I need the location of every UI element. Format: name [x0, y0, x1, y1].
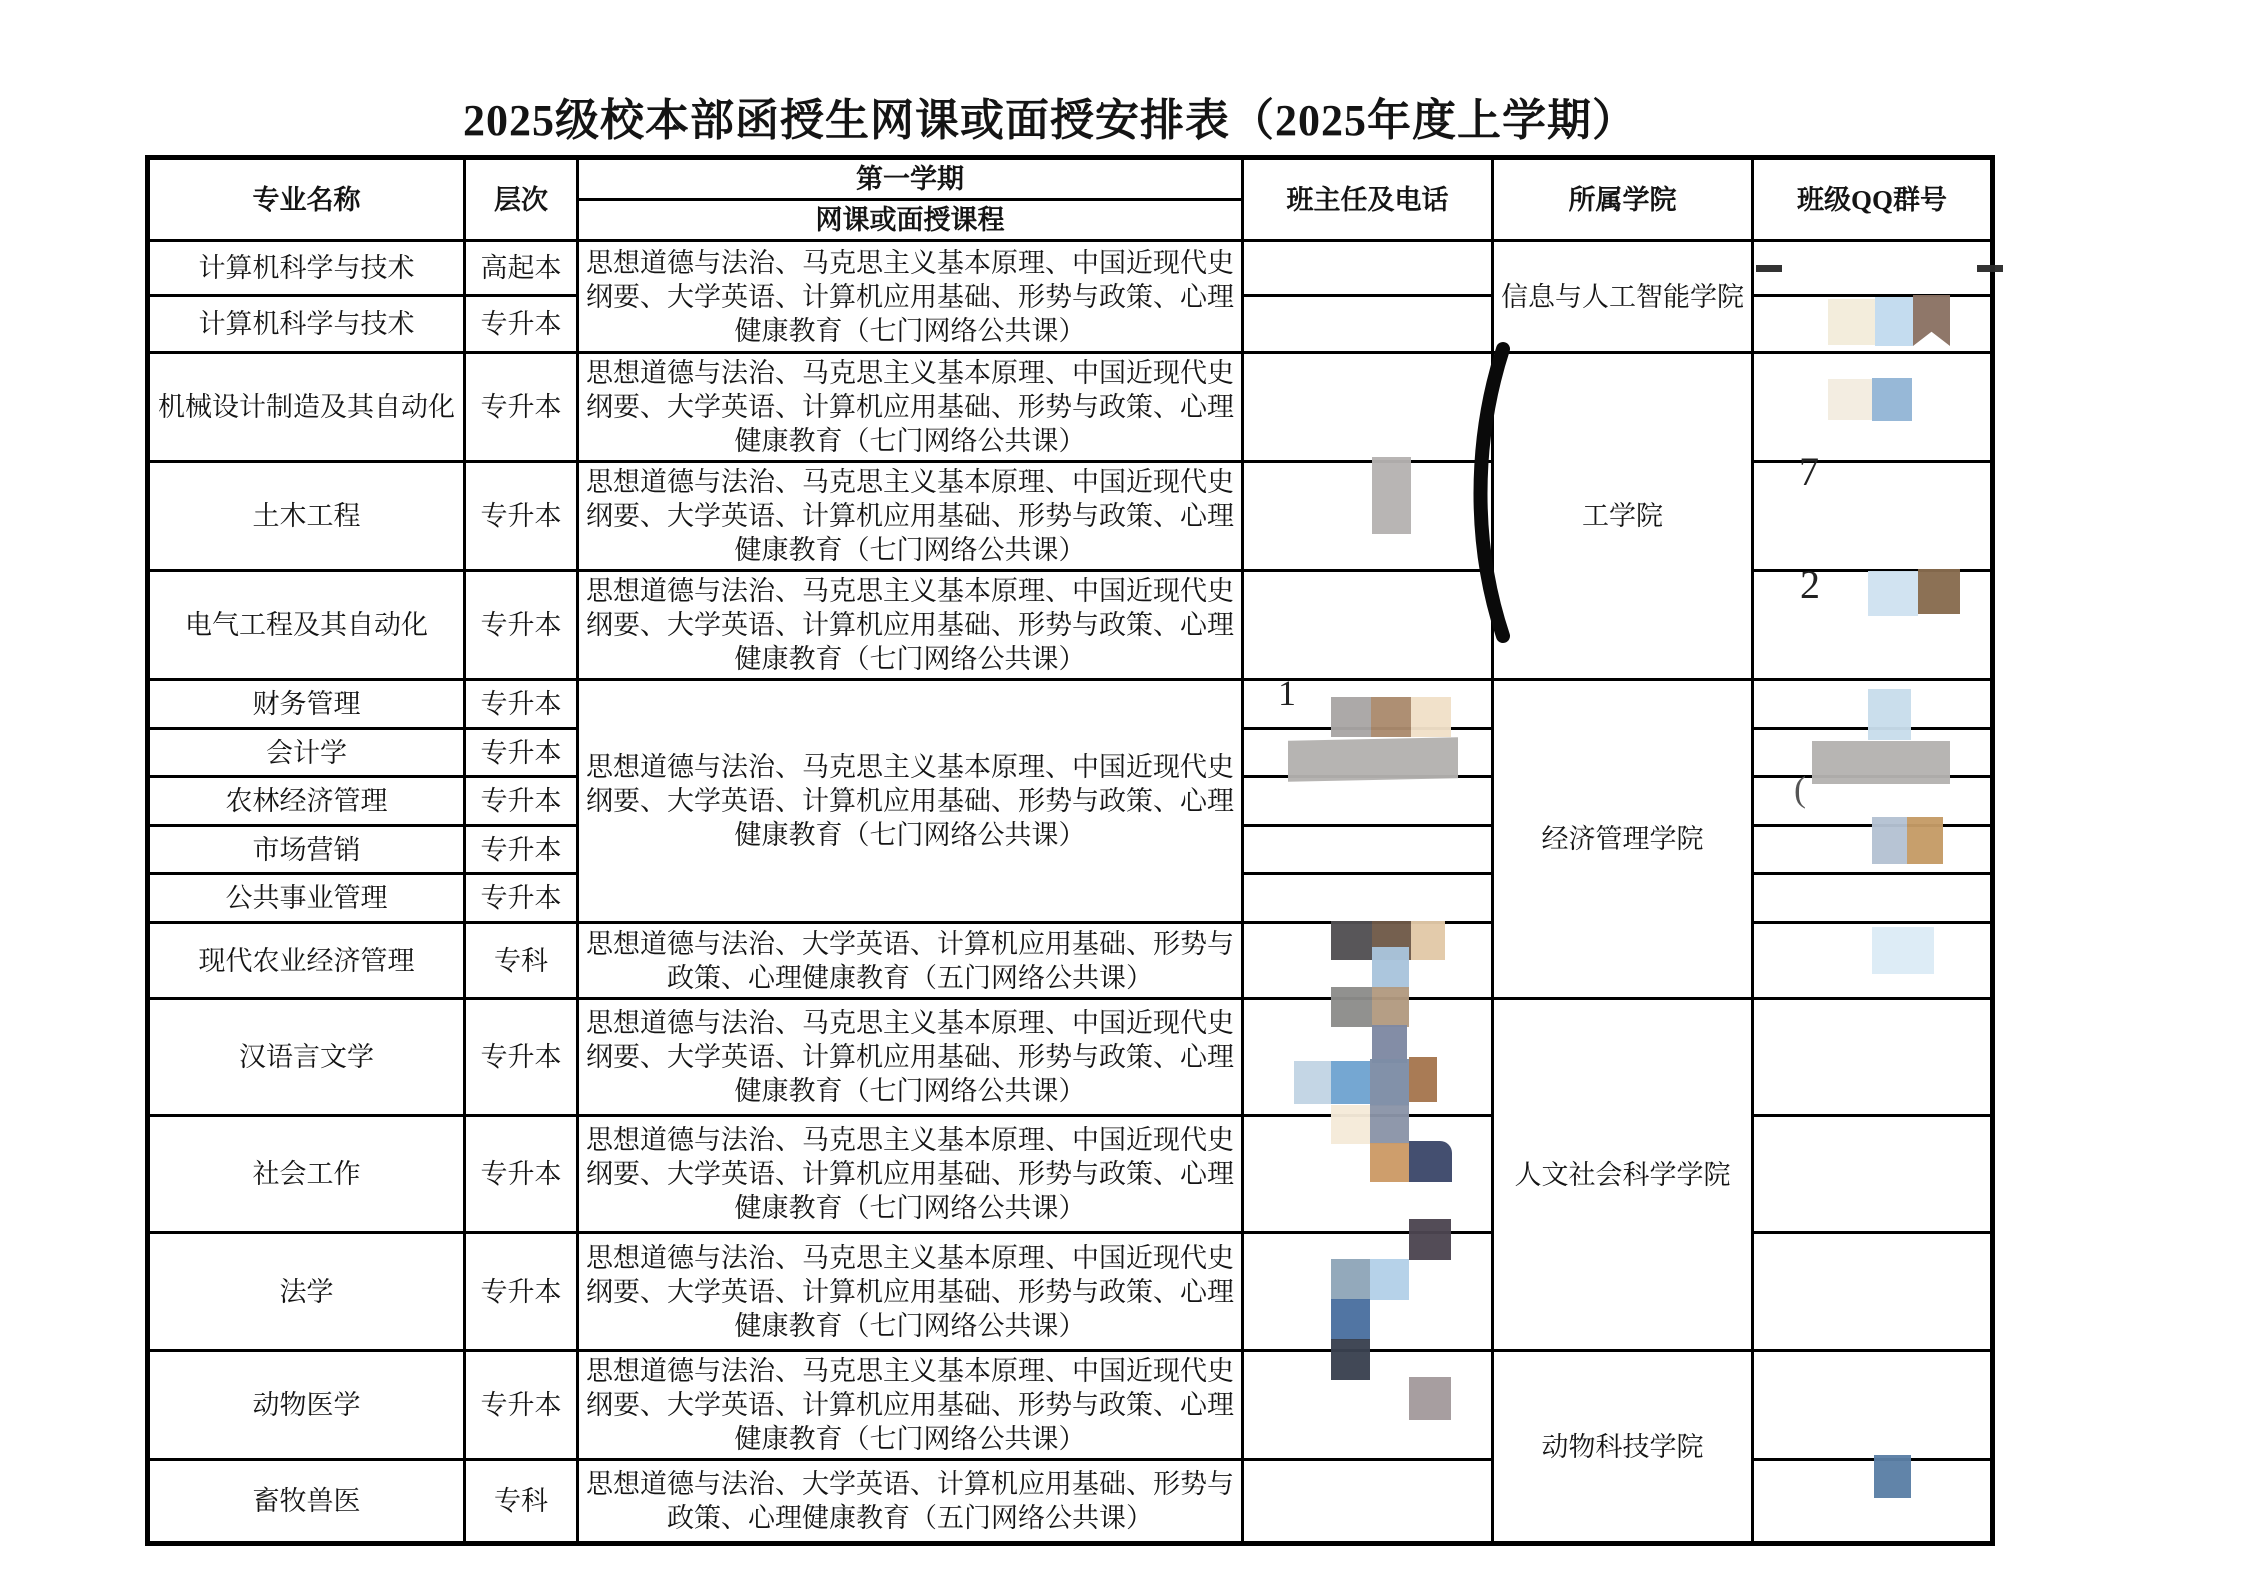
major-cell: 土木工程 — [148, 462, 465, 571]
major-cell: 现代农业经济管理 — [148, 923, 465, 999]
level-cell: 专升本 — [465, 1351, 578, 1460]
teacher-cell — [1243, 923, 1493, 999]
header-level: 层次 — [465, 158, 578, 241]
header-college: 所属学院 — [1493, 158, 1753, 241]
qq-cell — [1753, 923, 1993, 999]
teacher-cell — [1243, 353, 1493, 462]
header-major: 专业名称 — [148, 158, 465, 241]
remnant-digit: 7 — [1799, 449, 1819, 494]
level-cell: 专升本 — [465, 999, 578, 1116]
qq-cell — [1753, 296, 1993, 353]
major-cell: 计算机科学与技术 — [148, 241, 465, 296]
course-cell: 思想道德与法治、马克思主义基本原理、中国近现代史纲要、大学英语、计算机应用基础、形势与政策、心理健康教育（七门网络公共课） — [578, 1116, 1243, 1233]
remnant-paren: ( — [1794, 769, 1806, 809]
major-cell: 畜牧兽医 — [148, 1460, 465, 1544]
qq-cell — [1753, 680, 1993, 729]
college-cell: 经济管理学院 — [1493, 680, 1753, 999]
major-cell: 汉语言文学 — [148, 999, 465, 1116]
major-cell: 动物医学 — [148, 1351, 465, 1460]
qq-cell — [1753, 1460, 1993, 1544]
course-cell: 思想道德与法治、大学英语、计算机应用基础、形势与政策、心理健康教育（五门网络公共课） — [578, 923, 1243, 999]
level-cell: 专升本 — [465, 680, 578, 729]
qq-cell — [1753, 462, 1993, 571]
level-cell: 专科 — [465, 1460, 578, 1544]
course-cell: 思想道德与法治、马克思主义基本原理、中国近现代史纲要、大学英语、计算机应用基础、形势与政策、心理健康教育（七门网络公共课） — [578, 462, 1243, 571]
header-teacher: 班主任及电话 — [1243, 158, 1493, 241]
teacher-cell — [1243, 571, 1493, 680]
major-cell: 财务管理 — [148, 680, 465, 729]
table-row — [148, 1351, 1993, 1460]
teacher-cell — [1243, 826, 1493, 874]
level-cell: 专升本 — [465, 571, 578, 680]
teacher-cell — [1243, 874, 1493, 923]
qq-cell — [1753, 241, 1993, 296]
college-cell: 人文社会科学学院 — [1493, 999, 1753, 1351]
major-cell: 市场营销 — [148, 826, 465, 874]
teacher-cell — [1243, 777, 1493, 826]
level-cell: 专升本 — [465, 729, 578, 777]
teacher-cell — [1243, 241, 1493, 296]
level-cell: 专升本 — [465, 353, 578, 462]
header-qq: 班级QQ群号 — [1753, 158, 1993, 241]
qq-cell — [1753, 826, 1993, 874]
header-course-type: 网课或面授课程 — [578, 200, 1243, 241]
qq-cell — [1753, 729, 1993, 777]
level-cell: 专升本 — [465, 1233, 578, 1351]
qq-cell — [1753, 353, 1993, 462]
level-cell: 专升本 — [465, 296, 578, 353]
qq-cell — [1753, 1233, 1993, 1351]
course-cell: 思想道德与法治、马克思主义基本原理、中国近现代史纲要、大学英语、计算机应用基础、形势与政策、心理健康教育（七门网络公共课） — [578, 353, 1243, 462]
header-semester: 第一学期 — [578, 158, 1243, 200]
table-row — [148, 999, 1993, 1116]
teacher-cell — [1243, 1351, 1493, 1460]
level-cell: 专升本 — [465, 462, 578, 571]
course-cell: 思想道德与法治、马克思主义基本原理、中国近现代史纲要、大学英语、计算机应用基础、形势与政策、心理健康教育（七门网络公共课） — [578, 999, 1243, 1116]
level-cell: 专科 — [465, 923, 578, 999]
teacher-cell — [1243, 1460, 1493, 1544]
major-cell: 法学 — [148, 1233, 465, 1351]
qq-cell — [1753, 777, 1993, 826]
major-cell: 公共事业管理 — [148, 874, 465, 923]
schedule-table — [145, 155, 1995, 1546]
qq-cell — [1753, 874, 1993, 923]
teacher-cell — [1243, 1233, 1493, 1351]
table-row — [148, 680, 1993, 729]
course-cell: 思想道德与法治、马克思主义基本原理、中国近现代史纲要、大学英语、计算机应用基础、形势与政策、心理健康教育（七门网络公共课） — [578, 241, 1243, 353]
header-row-1 — [148, 158, 1993, 200]
page-title: 2025级校本部函授生网课或面授安排表（2025年度上学期） — [463, 96, 1637, 145]
course-cell: 思想道德与法治、马克思主义基本原理、中国近现代史纲要、大学英语、计算机应用基础、形势与政策、心理健康教育（七门网络公共课） — [578, 680, 1243, 923]
teacher-cell — [1243, 680, 1493, 729]
level-cell: 专升本 — [465, 777, 578, 826]
course-cell: 思想道德与法治、马克思主义基本原理、中国近现代史纲要、大学英语、计算机应用基础、形势与政策、心理健康教育（七门网络公共课） — [578, 1233, 1243, 1351]
teacher-cell — [1243, 999, 1493, 1116]
college-cell: 动物科技学院 — [1493, 1351, 1753, 1544]
major-cell: 社会工作 — [148, 1116, 465, 1233]
remnant-digit: 1 — [1278, 673, 1296, 713]
teacher-cell — [1243, 729, 1493, 777]
teacher-cell — [1243, 1116, 1493, 1233]
level-cell: 高起本 — [465, 241, 578, 296]
qq-cell — [1753, 999, 1993, 1116]
teacher-cell — [1243, 296, 1493, 353]
course-cell: 思想道德与法治、大学英语、计算机应用基础、形势与政策、心理健康教育（五门网络公共课） — [578, 1460, 1243, 1544]
table-row — [148, 353, 1993, 462]
major-cell: 农林经济管理 — [148, 777, 465, 826]
college-cell: 信息与人工智能学院 — [1493, 241, 1753, 353]
table-row — [148, 241, 1993, 296]
level-cell: 专升本 — [465, 1116, 578, 1233]
qq-cell — [1753, 1116, 1993, 1233]
major-cell: 机械设计制造及其自动化 — [148, 353, 465, 462]
course-cell: 思想道德与法治、马克思主义基本原理、中国近现代史纲要、大学英语、计算机应用基础、形势与政策、心理健康教育（七门网络公共课） — [578, 571, 1243, 680]
level-cell: 专升本 — [465, 826, 578, 874]
qq-cell — [1753, 1351, 1993, 1460]
qq-cell — [1753, 571, 1993, 680]
course-cell: 思想道德与法治、马克思主义基本原理、中国近现代史纲要、大学英语、计算机应用基础、形势与政策、心理健康教育（七门网络公共课） — [578, 1351, 1243, 1460]
major-cell: 计算机科学与技术 — [148, 296, 465, 353]
remnant-digit: 2 — [1800, 562, 1820, 607]
teacher-cell — [1243, 462, 1493, 571]
level-cell: 专升本 — [465, 874, 578, 923]
major-cell: 会计学 — [148, 729, 465, 777]
major-cell: 电气工程及其自动化 — [148, 571, 465, 680]
college-cell: 工学院 — [1493, 353, 1753, 680]
